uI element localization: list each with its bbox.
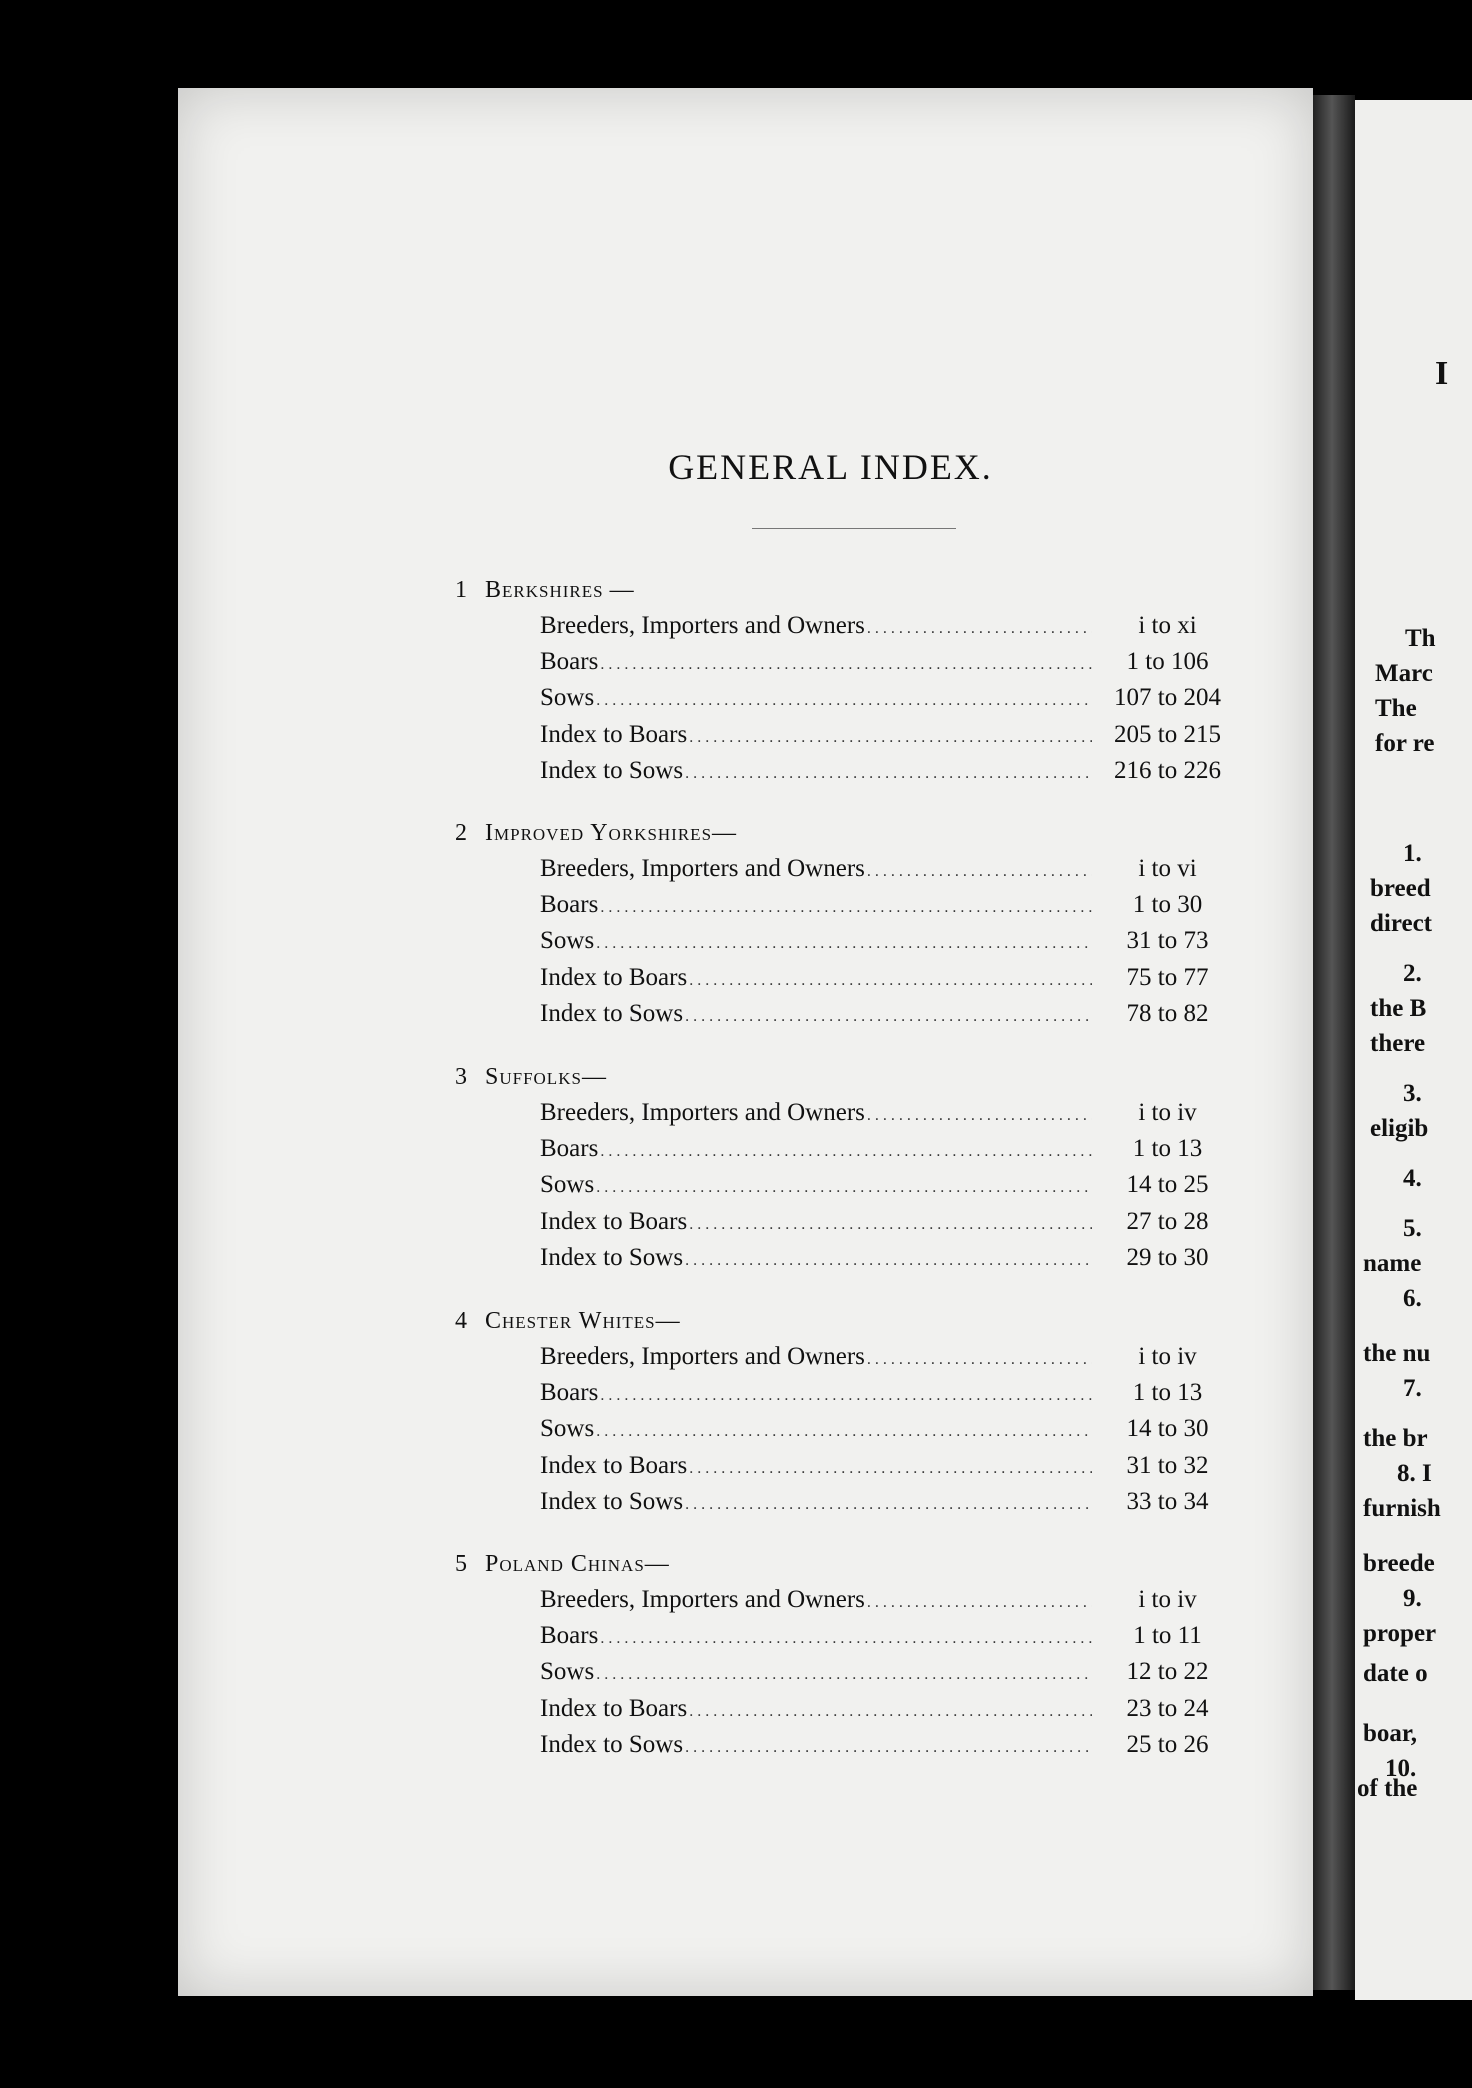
- facing-text-fragment: Marc: [1375, 660, 1433, 687]
- dot-leader: [600, 1621, 1092, 1657]
- facing-text-fragment: of the: [1357, 1775, 1418, 1802]
- dot-leader: [685, 1487, 1092, 1523]
- facing-text-fragment: 5.: [1403, 1215, 1422, 1242]
- entry-label: Boars: [540, 1135, 599, 1163]
- entry-label: Breeders, Importers and Owners: [540, 1343, 865, 1370]
- entry-pages: 29 to 30: [1126, 1243, 1209, 1271]
- dot-leader: [596, 926, 1092, 962]
- index-entry: [455, 644, 1235, 680]
- index-entry: [455, 1618, 1235, 1654]
- dot-leader: [596, 1657, 1092, 1693]
- entry-pages: 1 to 106: [1126, 648, 1209, 676]
- entry-label: Index to Sows: [540, 1730, 684, 1758]
- section-dash: —: [581, 1064, 606, 1090]
- entry-label: Breeders, Importers and Owners: [540, 1099, 865, 1126]
- section-heading: [455, 1546, 1235, 1582]
- index-entry: [455, 680, 1235, 716]
- entry-pages: 205 to 215: [1114, 720, 1221, 748]
- index-section: [455, 1546, 1235, 1763]
- facing-text-fragment: proper: [1363, 1620, 1437, 1647]
- section-name: Suffolks: [485, 1064, 582, 1090]
- section-dash: —: [655, 1308, 680, 1334]
- index-entry: [455, 887, 1235, 923]
- facing-text-fragment: The: [1375, 695, 1417, 722]
- dot-leader: [867, 854, 1092, 890]
- entry-pages: 31 to 73: [1126, 927, 1209, 955]
- section-heading: [455, 815, 1235, 851]
- entry-pages: 1 to 13: [1132, 1135, 1203, 1163]
- section-number: 5: [455, 1551, 467, 1577]
- dot-leader: [867, 1342, 1092, 1378]
- dot-leader: [685, 999, 1092, 1035]
- entry-pages: 75 to 77: [1126, 963, 1209, 991]
- section-dash: —: [603, 577, 634, 603]
- facing-text-fragment: the nu: [1363, 1340, 1431, 1367]
- entry-pages: 1 to 11: [1133, 1622, 1202, 1650]
- index-entry: [455, 1411, 1235, 1447]
- entry-pages: 25 to 26: [1126, 1730, 1209, 1758]
- entry-label: Index to Boars: [540, 963, 688, 991]
- section-number: 2: [455, 820, 467, 846]
- index-entry: [455, 1691, 1235, 1727]
- dot-leader: [689, 1451, 1092, 1487]
- entry-label: Index to Sows: [540, 756, 684, 784]
- facing-text-fragment: 7.: [1403, 1375, 1422, 1402]
- index-entry: [455, 1727, 1235, 1763]
- entry-pages: 14 to 30: [1126, 1415, 1209, 1443]
- entry-pages: 216 to 226: [1114, 756, 1221, 784]
- entry-label: Sows: [540, 927, 595, 955]
- index-entry: [455, 1582, 1235, 1618]
- facing-text-fragment: name: [1363, 1250, 1422, 1277]
- facing-text-fragment: 8. I: [1397, 1460, 1432, 1487]
- index-entry: [455, 717, 1235, 753]
- entry-label: Breeders, Importers and Owners: [540, 855, 865, 882]
- facing-text-fragment: 6.: [1403, 1285, 1422, 1312]
- index-entry: [455, 923, 1235, 959]
- index-entry: [455, 1167, 1235, 1203]
- index-entry: [455, 1204, 1235, 1240]
- dot-leader: [685, 756, 1092, 792]
- book-gutter: [1313, 95, 1355, 1990]
- index-section: [455, 572, 1235, 789]
- dot-leader: [600, 1134, 1092, 1170]
- index-entry: [455, 960, 1235, 996]
- entry-pages: i to iv: [1138, 1586, 1197, 1613]
- dot-leader: [689, 1207, 1092, 1243]
- dot-leader: [867, 611, 1092, 647]
- entry-label: Index to Sows: [540, 1487, 684, 1515]
- index-entry: [455, 996, 1235, 1032]
- entry-label: Index to Boars: [540, 1207, 688, 1235]
- section-number: 1: [455, 577, 467, 603]
- facing-text-fragment: 2.: [1403, 960, 1422, 987]
- facing-text-fragment: 10.: [1385, 1755, 1417, 1782]
- entry-label: Boars: [540, 1379, 599, 1407]
- entry-pages: 14 to 25: [1126, 1171, 1209, 1199]
- entry-pages: 107 to 204: [1114, 684, 1221, 712]
- index-section: [455, 1303, 1235, 1520]
- facing-text-fragment: the B: [1370, 995, 1427, 1022]
- dot-leader: [689, 963, 1092, 999]
- dot-leader: [596, 1170, 1092, 1206]
- dot-leader: [689, 720, 1092, 756]
- section-heading: [455, 1303, 1235, 1339]
- entry-label: Boars: [540, 1622, 599, 1650]
- facing-page: [1355, 100, 1472, 2000]
- facing-text-fragment: there: [1370, 1030, 1426, 1057]
- section-heading: [455, 1059, 1235, 1095]
- index-entry: [455, 1131, 1235, 1167]
- entry-label: Sows: [540, 1171, 595, 1199]
- index-entry: [455, 1339, 1235, 1375]
- entry-pages: i to iv: [1138, 1343, 1197, 1370]
- index-section: [455, 815, 1235, 1032]
- dot-leader: [600, 1378, 1092, 1414]
- section-name: Berkshires: [485, 577, 604, 603]
- entry-pages: 12 to 22: [1126, 1658, 1209, 1686]
- section-dash: —: [644, 1551, 669, 1577]
- index-entry: [455, 753, 1235, 789]
- index-entry: [455, 1095, 1235, 1131]
- entry-label: Sows: [540, 684, 595, 712]
- facing-text-fragment: 4.: [1403, 1165, 1422, 1192]
- dot-leader: [600, 890, 1092, 926]
- facing-text-fragment: boar,: [1363, 1720, 1417, 1747]
- section-number: 3: [455, 1064, 467, 1090]
- dot-leader: [596, 683, 1092, 719]
- index-section: [455, 1059, 1235, 1276]
- dot-leader: [596, 1414, 1092, 1450]
- facing-text-fragment: date o: [1363, 1660, 1428, 1687]
- index-entry: [455, 1375, 1235, 1411]
- entry-label: Breeders, Importers and Owners: [540, 612, 865, 639]
- index-entry: [455, 608, 1235, 644]
- index-entry: [455, 1654, 1235, 1690]
- facing-text-fragment: the br: [1363, 1425, 1428, 1452]
- section-name: Improved Yorkshires: [485, 820, 713, 846]
- section-name: Poland Chinas: [485, 1551, 645, 1577]
- facing-text-fragment: breed: [1370, 875, 1431, 902]
- entry-pages: 78 to 82: [1126, 999, 1209, 1027]
- section-heading: [455, 572, 1235, 608]
- facing-text-fragment: breede: [1363, 1550, 1435, 1577]
- entry-pages: 27 to 28: [1126, 1207, 1209, 1235]
- index-entry: [455, 1448, 1235, 1484]
- facing-text-fragment: direct: [1370, 910, 1433, 937]
- entry-pages: 23 to 24: [1126, 1694, 1209, 1722]
- dot-leader: [867, 1098, 1092, 1134]
- index-entry: [455, 1484, 1235, 1520]
- facing-text-fragment: 3.: [1403, 1080, 1422, 1107]
- entry-label: Index to Sows: [540, 999, 684, 1027]
- section-name: Chester Whites: [485, 1308, 656, 1334]
- entry-pages: 33 to 34: [1126, 1487, 1209, 1515]
- entry-label: Index to Boars: [540, 1451, 688, 1479]
- page-title: GENERAL INDEX.: [668, 447, 993, 487]
- facing-text-fragment: Th: [1405, 625, 1436, 652]
- entry-label: Boars: [540, 891, 599, 919]
- facing-text-fragment: I: [1435, 355, 1449, 392]
- dot-leader: [685, 1730, 1092, 1766]
- index-entry: [455, 851, 1235, 887]
- index-entry: [455, 1240, 1235, 1276]
- entry-label: Index to Boars: [540, 720, 688, 748]
- dot-leader: [867, 1585, 1092, 1621]
- entry-label: Index to Boars: [540, 1694, 688, 1722]
- section-dash: —: [712, 820, 737, 846]
- facing-text-fragment: 9.: [1403, 1585, 1422, 1612]
- entry-label: Boars: [540, 648, 599, 676]
- facing-text-fragment: for re: [1375, 730, 1435, 757]
- section-number: 4: [455, 1308, 467, 1334]
- entry-pages: 1 to 30: [1132, 891, 1203, 919]
- facing-text-fragment: eligib: [1370, 1115, 1429, 1142]
- entry-label: Index to Sows: [540, 1243, 684, 1271]
- entry-pages: 31 to 32: [1126, 1451, 1209, 1479]
- dot-leader: [600, 647, 1092, 683]
- dot-leader: [689, 1694, 1092, 1730]
- entry-pages: 1 to 13: [1132, 1379, 1203, 1407]
- dot-leader: [685, 1243, 1092, 1279]
- facing-text-fragment: furnish: [1363, 1495, 1441, 1522]
- entry-label: Breeders, Importers and Owners: [540, 1586, 865, 1613]
- entry-label: Sows: [540, 1658, 595, 1686]
- entry-pages: i to xi: [1138, 612, 1197, 639]
- entry-pages: i to iv: [1138, 1099, 1197, 1126]
- entry-label: Sows: [540, 1415, 595, 1443]
- title-rule: [752, 528, 956, 529]
- entry-pages: i to vi: [1138, 855, 1197, 882]
- facing-text-fragment: 1.: [1403, 840, 1422, 867]
